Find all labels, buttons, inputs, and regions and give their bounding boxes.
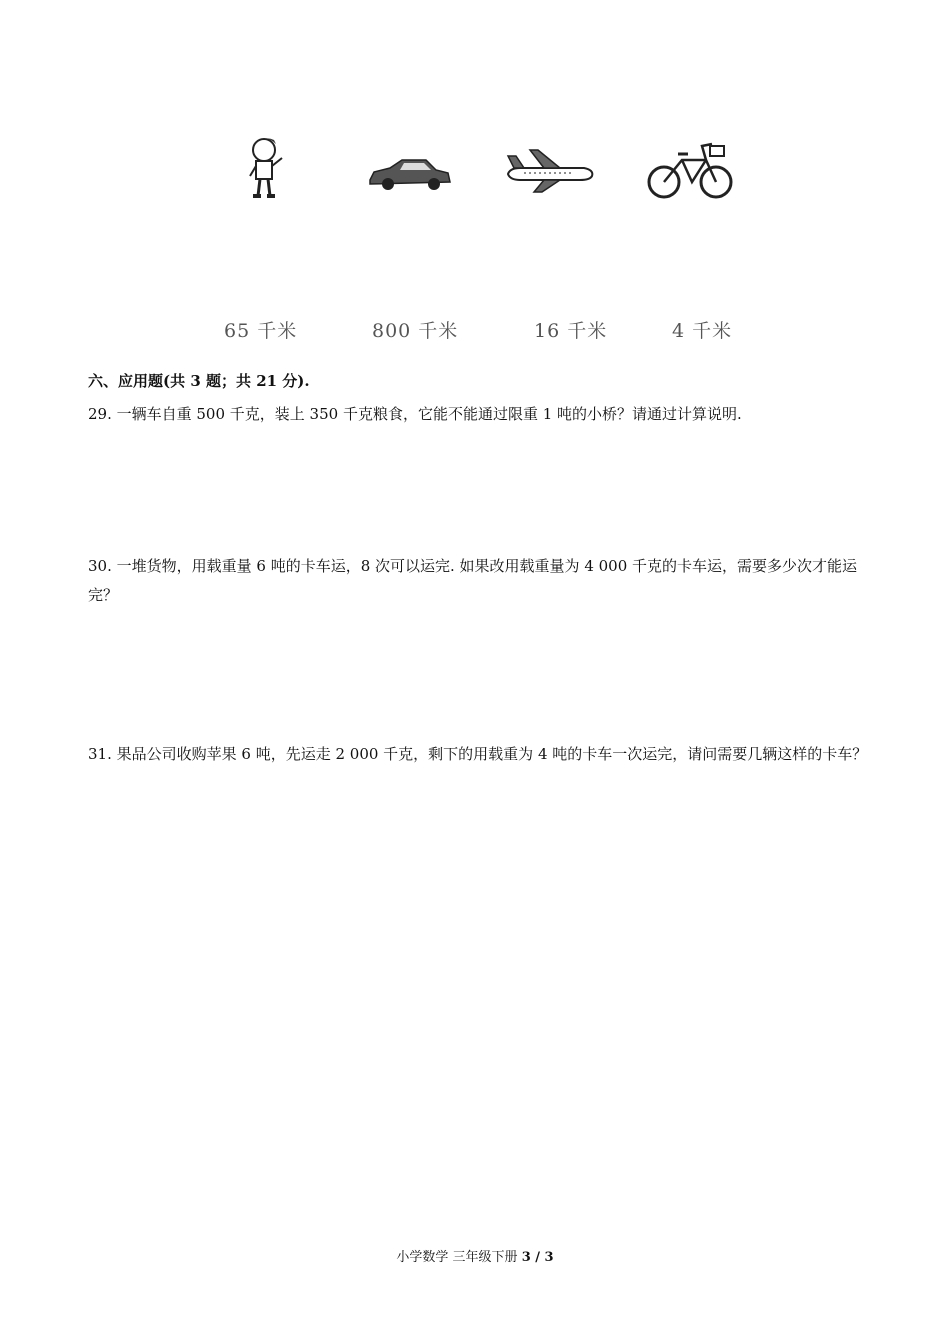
question-30: 30. 一堆货物，用载重量 6 吨的卡车运，8 次可以运完. 如果改用载重量为 4 000 千克的卡车运，需要多少次才能运完？: [88, 557, 858, 604]
page-number: 3 / 3: [521, 1250, 554, 1265]
airplane-icon: [500, 128, 600, 208]
question-29: 29. 一辆车自重 500 千克，装上 350 千克粮食，它能不能通过限重 1 吨的小桥？请通过计算说明.: [88, 405, 742, 423]
distance-labels: [200, 316, 760, 346]
boy-icon: [220, 128, 320, 208]
footer-subject: 小学数学 三年级下册: [396, 1250, 518, 1265]
figure-row: [220, 128, 740, 208]
distance-label: 800 千米: [372, 320, 459, 342]
distance-label: 65 千米: [224, 320, 298, 342]
section-title: 六、应用题(共 3 题；共 21 分).: [88, 372, 310, 390]
car-icon: [360, 128, 460, 208]
question-31: 31. 果品公司收购苹果 6 吨，先运走 2 000 千克，剩下的用载重为 4 吨的卡车一次运完，请问需要几辆这样的卡车？: [88, 745, 868, 763]
page-footer: [0, 1246, 950, 1265]
bicycle-icon: [640, 128, 740, 208]
distance-label: 16 千米: [534, 320, 608, 342]
distance-label: 4 千米: [672, 320, 733, 342]
